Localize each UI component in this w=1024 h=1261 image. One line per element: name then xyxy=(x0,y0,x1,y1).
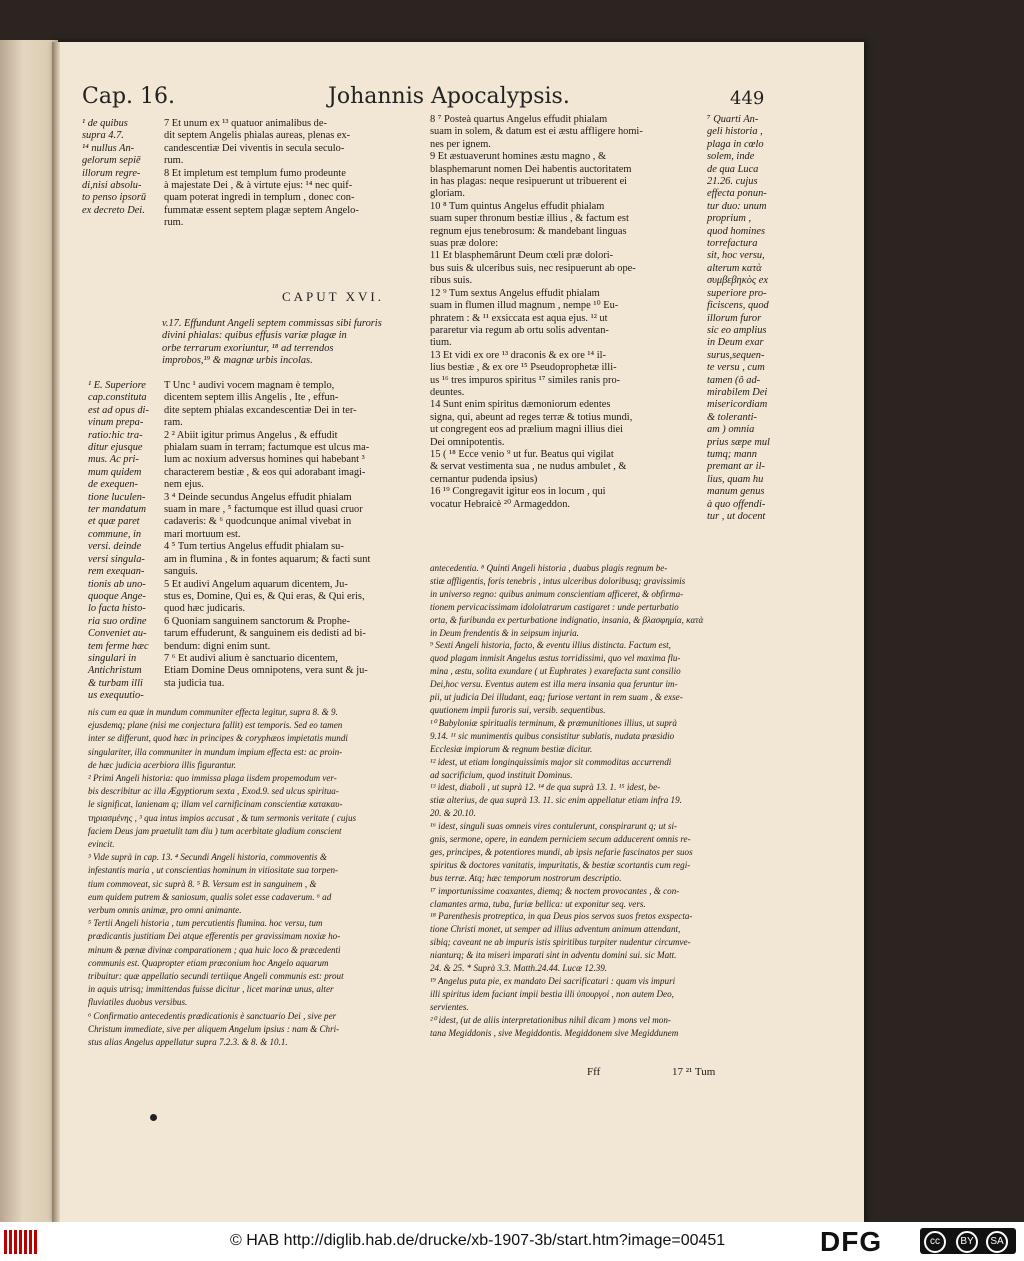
margin-note-line: cap.constituta xyxy=(88,392,147,404)
margin-note-line: mirabilem Dei xyxy=(707,386,768,398)
summary-line: divini phialas: quibus effusis variæ plagæ in xyxy=(162,330,347,342)
text-line: cernantur pudenda ipsius) xyxy=(430,473,538,485)
footnote-line: Ecclesiæ impiorum & regnum bestiæ dicitur. xyxy=(430,743,593,754)
margin-note-line: gelorum sepiē xyxy=(82,155,141,167)
book-page xyxy=(52,42,864,1222)
margin-note-line: ficiscens, quod xyxy=(707,300,769,312)
margin-note-line: am ) omnia xyxy=(707,424,755,436)
margin-note-line: solem, inde xyxy=(707,151,755,163)
margin-note-line: supra 4.7. xyxy=(82,130,124,142)
signature-mark: Fff xyxy=(587,1066,601,1078)
text-line: rum. xyxy=(164,155,184,167)
margin-note-line: sic eo amplius xyxy=(707,324,767,336)
margin-note-line: versi. deinde xyxy=(88,541,142,553)
text-line: suam in mare , ⁵ factumque est illud quasi cruor xyxy=(164,504,363,516)
text-line: vocatur Hebraicè ²⁰ Armageddon. xyxy=(430,498,570,510)
text-line: Dei omnipotentis. xyxy=(430,436,505,448)
text-line: suam in solem, & datum est ei æstu affligere homi- xyxy=(430,126,643,138)
footnote-line: illi spiritus idem faciant impii bestia illi ὑπουργοί , non autem Deo, xyxy=(430,988,674,999)
page-gutter xyxy=(52,42,60,1222)
margin-note-line: mus. Ac pri- xyxy=(88,454,139,466)
margin-note-line: ¹⁴ nullus An- xyxy=(82,142,135,154)
margin-note-line: rem exequan- xyxy=(88,566,145,578)
margin-note-line: effecta ponun- xyxy=(707,188,767,200)
text-line: am in flumina , & in fontes aquarum; & facti sunt xyxy=(164,553,371,565)
footnote-line: ¹⁹ Angelus puta pie, ex mandato Dei sacrificaturi : quam vis impuri xyxy=(430,976,676,986)
footnote-line: prædicantis justitiam Dei atque efferentis per gravissimam noxiæ ho- xyxy=(88,931,341,942)
margin-note-line: tamen (ô ad- xyxy=(707,374,761,386)
footnote-line: tionem pervicacissimam idololatrarum castigaret : unde perturbatio xyxy=(430,601,679,612)
text-line: characterem bestiæ , & eos qui adorabant imagi- xyxy=(164,466,366,478)
footnote-line: nis cum ea quæ in mundum communiter effecta legitur, supra 8. & 9. xyxy=(88,707,338,717)
margin-note-line: mum quidem xyxy=(88,466,142,478)
footnote-line: τηριασμένης , ³ qua intus impios accusat , & tum sermonis veritate ( cujus xyxy=(88,812,357,823)
footnote-line: in universo regno: quibus animum conscientiam afficeret, & obfirma- xyxy=(430,588,684,599)
margin-note-line: lius, quam hu xyxy=(707,473,764,485)
left-column-text-mid xyxy=(164,380,370,690)
text-line: quod hæc judicaris. xyxy=(164,603,246,615)
page-number: 449 xyxy=(730,88,765,109)
right-column-text xyxy=(430,114,643,511)
margin-note-line: quoque Ange- xyxy=(88,590,146,602)
left-margin-notes-mid xyxy=(88,380,149,703)
footnote-line: ¹⁰ Babyloniæ spiritualis terminum, & præmunitiones illius, ut suprà xyxy=(430,717,677,728)
margin-note-line: alterum κατὰ xyxy=(707,262,762,274)
text-line: 13 Et vidi ex ore ¹³ draconis & ex ore ¹⁴ il- xyxy=(430,349,606,361)
footnote-line: ⁹ Sexti Angeli historia, facto, & eventu illius distincta. Factum est, xyxy=(430,640,671,651)
text-line: 3 ⁴ Deinde secundus Angelus effudit phialam xyxy=(164,491,352,503)
margin-note-line: di,nisi absolu- xyxy=(82,180,142,192)
margin-note-line: tur , ut docent xyxy=(707,511,766,522)
footnote-line: nianturq; & ita miseri imparati sint in adventu domini sui. sic Matt. xyxy=(430,950,677,961)
margin-note-line: tur duo: unum xyxy=(707,200,767,212)
text-line: 15 ( ¹⁸ Ecce venio ⁹ ut fur. Beatus qui vigilat xyxy=(430,448,614,460)
text-line: lius bestiæ , & ex ore ¹⁵ Pseudoprophetæ illi- xyxy=(430,362,617,374)
margin-note-line: te versu , cum xyxy=(707,362,765,374)
margin-note-line: geli historia , xyxy=(707,126,763,138)
footnote-line: singulariter, illa communiter in mundum impium effecta est: ac proin- xyxy=(88,746,343,757)
text-line: mari mortuum est. xyxy=(164,528,241,540)
running-head-title: Johannis Apocalypsis. xyxy=(328,84,570,109)
footnote-line: ¹³ idest, diaboli , ut suprà 12. ¹⁴ de qua suprà 13. 1. ¹⁵ idest, be- xyxy=(430,782,661,793)
summary-line: v.17. Effundunt Angeli septem commissas sibi furoris xyxy=(162,318,382,329)
library-barcode-icon xyxy=(4,1230,38,1254)
sa-icon: SA xyxy=(986,1231,1008,1253)
margin-note-line: ¹ de quibus xyxy=(82,118,128,129)
footnote-line: bis describitur ac illa Ægyptiorum sexta , Exod.9. sed ulcus spiritua- xyxy=(88,786,339,797)
margin-note-line: illorum furor xyxy=(707,312,762,324)
footnote-line: fluviatiles duobus versibus. xyxy=(88,997,188,1008)
footnote-line: ¹⁶ idest, singuli suas omneis vires contulerunt, conspirarunt q; ut si- xyxy=(430,821,678,832)
footnote-line: ¹² idest, ut etiam longinquissimis major sit commoditas accurrendi xyxy=(430,756,672,767)
text-line: suas præ dolore: xyxy=(430,238,499,250)
margin-note-line: tumq; mann xyxy=(707,448,757,460)
margin-note-line: ria suo ordine xyxy=(88,615,147,627)
margin-note-line: ditur ejusque xyxy=(88,442,143,454)
footnote-line: ² Primi Angeli historia: quo immissa plaga iisdem propemodum ver- xyxy=(88,773,337,784)
margin-note-line: manum genus xyxy=(707,486,765,498)
footnote-line: infestantis maria , ut conscientias hominum in vitiositate sua torpen- xyxy=(88,865,339,876)
footnote-line: spiritus & doctores vanitatis, impuritatis, & bestiæ scortantis cum regi- xyxy=(430,859,691,870)
text-line: pararetur via regum ab ortu solis adventan- xyxy=(430,324,609,336)
footnote-line: clamantes arma, tuba, furiæ bellica: ut exponitur seq. vers. xyxy=(430,898,646,909)
text-line: in has plagas: neque resipuerunt ut tribuerent ei xyxy=(430,176,628,188)
footnote-line: gnis, sermone, opere, in eandem perniciem secum adducerent omnis re- xyxy=(430,834,691,845)
ink-dot xyxy=(150,1114,157,1121)
creative-commons-badge[interactable] xyxy=(920,1228,1016,1254)
margin-note-line: vinum prepa- xyxy=(88,417,144,429)
text-line: à majestate Dei , & à virtute ejus: ¹⁴ nec quif- xyxy=(164,180,353,192)
text-line: 2 ² Abiit igitur primus Angelus , & effudit xyxy=(164,429,338,441)
text-line: 7 ⁶ Et audivi alium è sanctuario dicentem, xyxy=(164,652,338,664)
summary-line: orbe terrarum exoriuntur, ¹⁸ ad terrendos xyxy=(162,342,334,354)
margin-note-line: lo facta histo- xyxy=(88,603,146,615)
margin-note-line: à quo offendi- xyxy=(707,498,766,510)
footnote-line: orta, & furibunda ex perturbatione indignatio, insania, & βλασφημία, κατὰ xyxy=(430,614,704,625)
footnote-line: verbum omnis animæ, pro omni animante. xyxy=(88,905,242,916)
text-line: 7 Et unum ex ¹³ quatuor animalibus de- xyxy=(164,118,327,129)
text-line: gloriam. xyxy=(430,188,465,200)
margin-note-line: & toleranti- xyxy=(707,411,757,423)
footnote-line: ²⁰ idest, (ut de aliis interpretationibus nihil dicam ) mons vel mon- xyxy=(430,1014,671,1025)
margin-note-line: de exequen- xyxy=(88,479,138,491)
right-column-footnotes xyxy=(430,562,703,1040)
footnote-line: tione Christi monet, ut semper ad illius adventum animum attendant, xyxy=(430,924,681,935)
catchword: 17 ²¹ Tum xyxy=(672,1066,716,1078)
margin-note-line: ratio:hic tra- xyxy=(88,429,143,441)
footnote-line: tium commoveat, sic suprà 8. ⁵ B. Versum est in sanguinem , & xyxy=(88,878,317,889)
footnote-line: ges, principes, & potentiores mundi, ab ipsis nefarie fascinatos per suos xyxy=(430,846,693,857)
text-line: ram. xyxy=(164,417,183,429)
text-line: regnum ejus tenebrosum: & mandebant linguas xyxy=(430,225,627,237)
margin-note-line: surus,sequen- xyxy=(707,349,765,361)
margin-note-line: torrefactura xyxy=(707,238,758,250)
margin-note-line: illorum regre- xyxy=(82,167,141,179)
footnote-line: minum & pœnæ divinæ comparationem ; qua huic loco & præcedenti xyxy=(88,944,341,955)
text-line: T Unc ¹ audivi vocem magnam è templo, xyxy=(164,380,335,391)
footnote-line: ⁵ Tertii Angeli historia , tum percutientis flumina. hoc versu, tum xyxy=(88,918,323,929)
footnote-line: antecedentia. ⁸ Quinti Angeli historia , duabus plagis regnum be- xyxy=(430,563,668,573)
chapter-heading: CAPUT XVI. xyxy=(282,289,384,304)
running-head-chapter: Cap. 16. xyxy=(82,84,176,109)
footnote-line: Dei,hoc versu. Eventus autem est illa mera insania qua feruntur im- xyxy=(430,679,678,690)
text-line: dite septem phialas excandescentiæ Dei in ter- xyxy=(164,404,357,416)
viewer-footer xyxy=(0,1222,1024,1261)
text-line: 8 ⁷ Posteà quartus Angelus effudit phialam xyxy=(430,114,608,125)
text-line: quam poterat ingredi in templum , donec con- xyxy=(164,192,355,204)
text-line: us ¹⁶ tres impuros spiritus ¹⁷ similes ranis pro- xyxy=(430,374,621,386)
text-line: Etiam Domine Deus omnipotens, vera sunt & ju- xyxy=(164,665,368,677)
text-line: bendum: digni enim sunt. xyxy=(164,640,271,652)
footnote-line: quutionem impii furoris sui, versib. sequentibus. xyxy=(430,704,606,715)
margin-note-line: Conveniet au- xyxy=(88,628,147,640)
text-line: nem ejus. xyxy=(164,479,204,491)
margin-note-line: sit, hoc versu, xyxy=(707,250,765,262)
footnote-line: 9.14. ¹¹ sic munimentis quibus consistitur sublatis, nudata præsidio xyxy=(430,730,675,741)
text-line: nes per ignem. xyxy=(430,138,491,150)
text-line: suam in flumen illud magnum , nempe ¹⁰ Eu- xyxy=(430,300,619,312)
footnote-line: inter se differunt, quod hæc in principes & coryphæos impietatis mundi xyxy=(88,733,348,744)
text-line: 9 Et æstuaverunt homines æstu magno , & xyxy=(430,151,607,163)
margin-note-line: tione luculen- xyxy=(88,491,146,503)
footnote-line: stus alias Angelus appellatur supra 7.2.3. & 8. & 10.1. xyxy=(88,1037,288,1048)
text-line: suam super thronum bestiæ illius , & factum est xyxy=(430,213,629,225)
footnote-line: ⁶ Confirmatio antecedentis prædicationis è sanctuario Dei , sive per xyxy=(88,1010,337,1021)
text-line: dicentem septem illis Angelis , Ite , effun- xyxy=(164,392,339,404)
margin-note-line: prius sæpe mul xyxy=(707,436,770,448)
text-line: phratem : & ¹¹ exsiccata est aqua ejus. ¹² ut xyxy=(430,312,608,324)
margin-note-line: quod homines xyxy=(707,225,766,237)
margin-note-line: misericordiam xyxy=(707,399,768,411)
margin-note-line: to penso ipsorū xyxy=(82,192,147,204)
footnote-line: tana Megiddonis , sive Megiddontis. Megiddonem sive Megiddunem xyxy=(430,1027,679,1038)
text-line: 8 Et impletum est templum fumo prodeunte xyxy=(164,167,346,179)
text-line: cadaveris: & ⁶ quodcunque animal vivebat in xyxy=(164,516,352,528)
footnote-line: sibiq; caveant ne ab impuris istis spiritibus turpiter nudentur circumve- xyxy=(430,937,691,948)
text-line: dit septem Angelis phialas aureas, plenas ex- xyxy=(164,130,351,142)
text-line: bus suis & ulceribus suis, nec resipuerunt ab ope- xyxy=(430,262,636,274)
footnote-line: servientes. xyxy=(430,1001,469,1012)
summary-line: improbos,¹⁹ & magnæ urbis incolas. xyxy=(162,355,313,367)
text-line: 6 Quoniam sanguinem sanctorum & Prophe- xyxy=(164,615,351,627)
text-line: tium. xyxy=(430,337,452,349)
left-page-edge xyxy=(0,40,58,1222)
margin-note-line: ⁷ Quarti An- xyxy=(707,114,759,125)
footnote-line: eum quidem putrem & saniosum, qualis solet esse cadaverum. ⁶ ad xyxy=(88,891,332,902)
footnote-line: de hæc judicia acerbiora illis figurantur. xyxy=(88,759,237,770)
margin-note-line: Antichristum xyxy=(88,665,142,677)
footnote-line: Christum immediate, sive per aliquem Angelum ipsius : nam & Chri- xyxy=(88,1023,340,1034)
margin-note-line: proprium , xyxy=(707,213,752,225)
chapter-summary xyxy=(162,318,382,368)
cc-icon: cc xyxy=(924,1231,946,1253)
footnote-line: le significat, lanienam q; illam vel carnificinam conscientiæ κατακαυ- xyxy=(88,799,343,810)
footnote-line: quod plagam inmisit Angelus æstus torridissimi, quo vel maxima flu- xyxy=(430,653,681,664)
text-line: fummatæ essent septem plagæ septem Angelo- xyxy=(164,204,359,216)
text-line: sta judicia tua. xyxy=(164,677,225,689)
footnote-line: ¹⁸ Parenthesis protreptica, in qua Deus pios servos suos fretos exspecta- xyxy=(430,911,693,922)
margin-note-line: ter mandatum xyxy=(88,504,147,516)
copyright-credit-link[interactable]: © HAB http://diglib.hab.de/drucke/xb-1907-3b/start.htm?image=00451 xyxy=(230,1232,726,1249)
margin-note-line: est ad opus di- xyxy=(88,404,149,416)
footnote-line: tribuitur: quæ appellatio secundi tertiique Angeli communis est: prout xyxy=(88,971,344,982)
text-line: deuntes. xyxy=(430,386,465,398)
footnote-line: ad sacrificium, quod instituit Dominus. xyxy=(430,769,573,780)
margin-note-line: versi singula- xyxy=(88,553,145,565)
footnote-line: in aquis utrisq; immittendas fuisse dicitur , licet marinæ unus, alter xyxy=(88,984,334,995)
text-line: 14 Sunt enim spiritus dæmoniorum edentes xyxy=(430,399,611,411)
margin-note-line: & turbam illi xyxy=(88,677,143,689)
text-line: 11 Et blasphemârunt Deum cœli præ dolori- xyxy=(430,250,614,262)
margin-note-line: in Deum exar xyxy=(707,337,764,349)
left-column-text-top xyxy=(164,118,359,230)
margin-note-line: de qua Luca xyxy=(707,163,759,175)
text-line: signa, qui, abeunt ad reges terræ & totius mundi, xyxy=(430,411,633,423)
text-line: 4 ⁵ Tum tertius Angelus effudit phialam su- xyxy=(164,541,344,553)
margin-note-line: singulari in xyxy=(88,652,137,664)
text-line: lum ac noxium adversus homines qui habebant ³ xyxy=(164,454,365,466)
margin-note-line: premant ar il- xyxy=(707,461,765,473)
text-line: sanguis. xyxy=(164,566,198,578)
footnote-line: pii, ut judicia Dei illudant, eaq; furiose vertant in rem suam , & exse- xyxy=(430,692,683,703)
left-column-footnotes xyxy=(88,706,356,1049)
margin-note-line: tionis ab uno- xyxy=(88,578,146,590)
text-line: stus es, Domine, Qui es, & Qui eras, & Qui eris, xyxy=(164,590,365,602)
footnote-line: mina , æstu, solita exundare ( ut Euphrates ) exarefacta sunt consilio xyxy=(430,666,681,677)
text-line: phialam suam in terram; factumque est ulcus ma- xyxy=(164,442,370,454)
margin-note-line: et quæ paret xyxy=(88,516,140,528)
text-line: 10 ⁸ Tum quintus Angelus effudit phialam xyxy=(430,200,605,212)
footnote-line: 24. & 25. * Suprà 3.3. Matth.24.44. Lucæ 12.39. xyxy=(430,963,608,974)
text-line: ut congregent eos ad prælium magni illius diei xyxy=(430,424,624,436)
text-line: rum. xyxy=(164,217,184,229)
footnote-line: stiæ affligentis, foris tenebris , intus ulceribus doloribusq; gravissimis xyxy=(430,575,686,586)
margin-note-line: ¹ E. Superiore xyxy=(88,380,146,391)
footnote-line: ¹⁷ importunissime coaxantes, diemq; & noctem provocantes , & con- xyxy=(430,885,680,896)
text-line: 12 ⁹ Tum sextus Angelus effudit phialam xyxy=(430,287,600,299)
footnote-line: bus terræ. Atq; hæc temporum nostrorum descriptio. xyxy=(430,872,622,883)
text-line: 5 Et audivi Angelum aquarum dicentem, Ju- xyxy=(164,578,348,590)
footnote-line: ejusdemq; plane (nisi me conjectura fallit) est temporis. Sed eo tamen xyxy=(88,720,343,731)
margin-note-line: us exequutio- xyxy=(88,690,144,702)
footnote-line: communis est. Quapropter etiam præconium hoc Angelo aquarum xyxy=(88,957,329,968)
left-margin-notes-top xyxy=(82,118,146,217)
margin-note-line: superiore pro- xyxy=(707,287,767,299)
margin-note-line: ex decreto Dei. xyxy=(82,204,145,216)
footnote-line: in Deum frendentis & in seipsum injuria. xyxy=(430,627,579,638)
footnote-line: ³ Vide suprà in cap. 13. ⁴ Secundi Angeli historia, commoventis & xyxy=(88,852,327,863)
text-line: blasphemarunt nomen Dei habentis auctoritatem xyxy=(430,163,632,175)
text-line: & servat vestimenta sua , ne nudus ambulet , & xyxy=(430,461,627,473)
text-line: tarum effuderunt, & sanguinem eis dedisti ad bi- xyxy=(164,628,366,640)
margin-note-line: 21.26. cujus xyxy=(707,176,758,188)
text-line: ribus suis. xyxy=(430,275,473,287)
margin-note-line: plaga in cœlo xyxy=(707,138,764,150)
footnote-line: stiæ alterius, de qua suprà 13. 11. sic enim appellatur etiam infra 19. xyxy=(430,795,682,806)
text-line: 16 ¹⁹ Congregavit igitur eos in locum , qui xyxy=(430,486,606,498)
footnote-line: faciem Deus jam praetulit tam diu ) tum acerbitate gladium conscient xyxy=(88,825,342,836)
margin-note-line: commune, in xyxy=(88,528,142,540)
footnote-line: evincit. xyxy=(88,839,115,850)
margin-note-line: συμβεβηκὸς ex xyxy=(707,275,768,287)
footnote-line: 20. & 20.10. xyxy=(430,808,476,819)
by-icon: BY xyxy=(956,1231,978,1253)
margin-note-line: tem ferme hæc xyxy=(88,640,149,652)
dfg-logo: DFG xyxy=(820,1226,883,1257)
text-line: candescentiæ Dei viventis in secula seculo- xyxy=(164,142,345,154)
right-margin-notes xyxy=(707,114,770,523)
